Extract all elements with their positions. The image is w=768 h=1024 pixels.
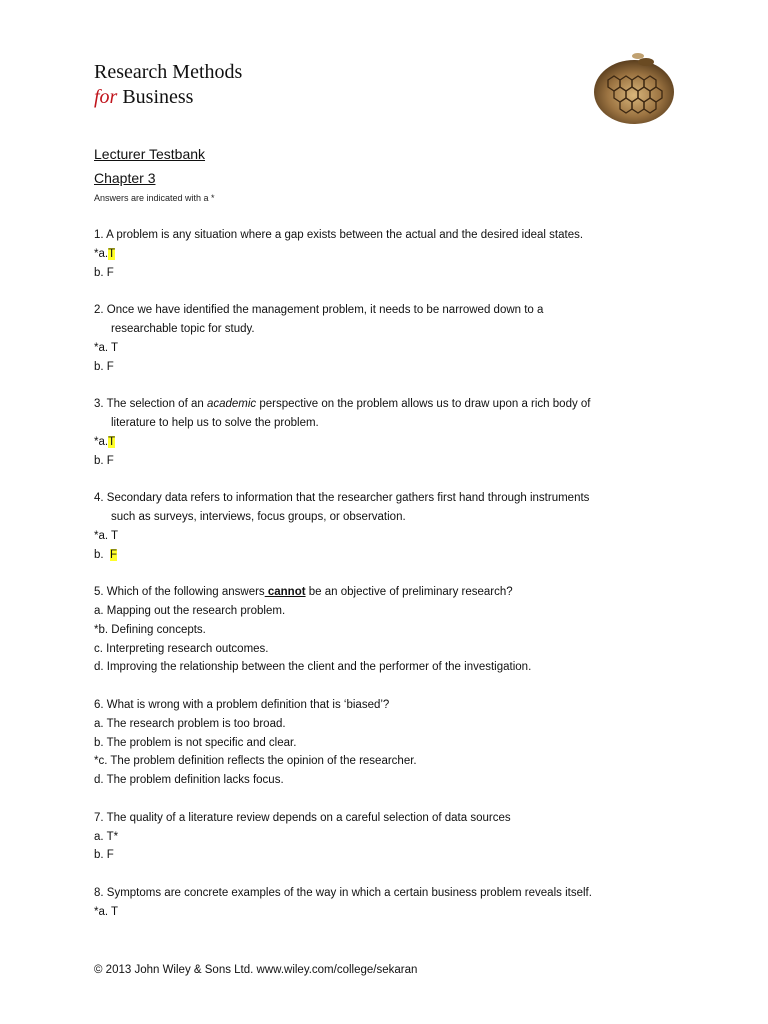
option-b: b. F bbox=[94, 360, 114, 373]
option-d: d. The problem definition lacks focus. bbox=[94, 774, 284, 787]
question-4 bbox=[94, 489, 694, 564]
question-stem-continued: researchable topic for study. bbox=[111, 322, 255, 335]
question-stem: 7. The quality of a literature review depends on a careful selection of data sources bbox=[94, 811, 511, 824]
question-stem: 6. What is wrong with a problem definition that is ‘biased’? bbox=[94, 698, 390, 711]
question-6 bbox=[94, 696, 694, 790]
option-prefix: b. bbox=[94, 548, 110, 561]
brand-title-line2 bbox=[94, 84, 242, 110]
question-5 bbox=[94, 583, 694, 677]
option-a: *a. T bbox=[94, 905, 119, 918]
option-b: b. The problem is not specific and clear. bbox=[94, 736, 297, 749]
option-b bbox=[94, 546, 694, 565]
option-c: *c. The problem definition reflects the opinion of the researcher. bbox=[94, 755, 417, 768]
option-b: *b. Defining concepts. bbox=[94, 623, 206, 636]
brand-business-word: Business bbox=[117, 86, 194, 108]
option-b: b. F bbox=[94, 454, 114, 467]
copyright-footer: © 2013 John Wiley & Sons Ltd. www.wiley.com/college/sekaran bbox=[94, 964, 418, 976]
highlighted-answer: T bbox=[108, 247, 116, 260]
chapter-heading: Chapter 3 bbox=[94, 170, 156, 186]
question-2 bbox=[94, 301, 694, 376]
option-d: d. Improving the relationship between the client and the performer of the investigation. bbox=[94, 661, 532, 674]
stem-text: be an objective of preliminary research? bbox=[305, 586, 513, 599]
question-stem: 2. Once we have identified the management problem, it needs to be narrowed down to a bbox=[94, 304, 544, 317]
book-brand bbox=[94, 60, 242, 110]
option-a: a. Mapping out the research problem. bbox=[94, 604, 286, 617]
question-stem-continued: such as surveys, interviews, focus groups, or observation. bbox=[111, 510, 406, 523]
question-stem: 1. A problem is any situation where a gap exists between the actual and the desired ideal states. bbox=[94, 229, 584, 241]
stem-text: 5. Which of the following answers bbox=[94, 586, 265, 599]
brand-title-line1: Research Methods bbox=[94, 61, 243, 83]
brand-for-word: for bbox=[94, 86, 118, 108]
option-a bbox=[94, 245, 694, 264]
stem-text: perspective on the problem allows us to draw upon a rich body of bbox=[256, 398, 591, 411]
answers-note: Answers are indicated with a * bbox=[94, 193, 215, 203]
question-7 bbox=[94, 809, 694, 865]
question-stem: 4. Secondary data refers to information that the researcher gathers first hand through instruments bbox=[94, 492, 590, 505]
option-a: *a. T bbox=[94, 341, 119, 354]
honeycomb-logo-icon bbox=[588, 40, 680, 130]
question-list bbox=[94, 226, 694, 940]
question-stem bbox=[94, 583, 694, 602]
highlighted-answer: T bbox=[108, 435, 116, 448]
option-prefix: *a. bbox=[94, 435, 109, 448]
question-stem-continued: literature to help us to solve the problem. bbox=[111, 416, 319, 429]
lecturer-testbank-heading: Lecturer Testbank bbox=[94, 146, 206, 162]
option-prefix: *a. bbox=[94, 247, 109, 260]
question-8 bbox=[94, 884, 694, 922]
option-b: b. F bbox=[94, 849, 114, 862]
question-3 bbox=[94, 395, 694, 470]
highlighted-answer: F bbox=[109, 548, 118, 561]
stem-text: 3. The selection of an bbox=[94, 398, 207, 411]
option-b: b. F bbox=[94, 266, 114, 279]
question-stem bbox=[94, 395, 694, 414]
option-a: *a. T bbox=[94, 529, 119, 542]
option-a: a. The research problem is too broad. bbox=[94, 717, 286, 730]
question-stem: 8. Symptoms are concrete examples of the way in which a certain business problem reveals itself. bbox=[94, 886, 592, 899]
question-1 bbox=[94, 226, 694, 282]
option-a bbox=[94, 433, 694, 452]
stem-emphasis: cannot bbox=[264, 586, 306, 599]
option-a: a. T* bbox=[94, 830, 119, 843]
option-c: c. Interpreting research outcomes. bbox=[94, 642, 269, 655]
stem-emphasis: academic bbox=[206, 398, 257, 411]
